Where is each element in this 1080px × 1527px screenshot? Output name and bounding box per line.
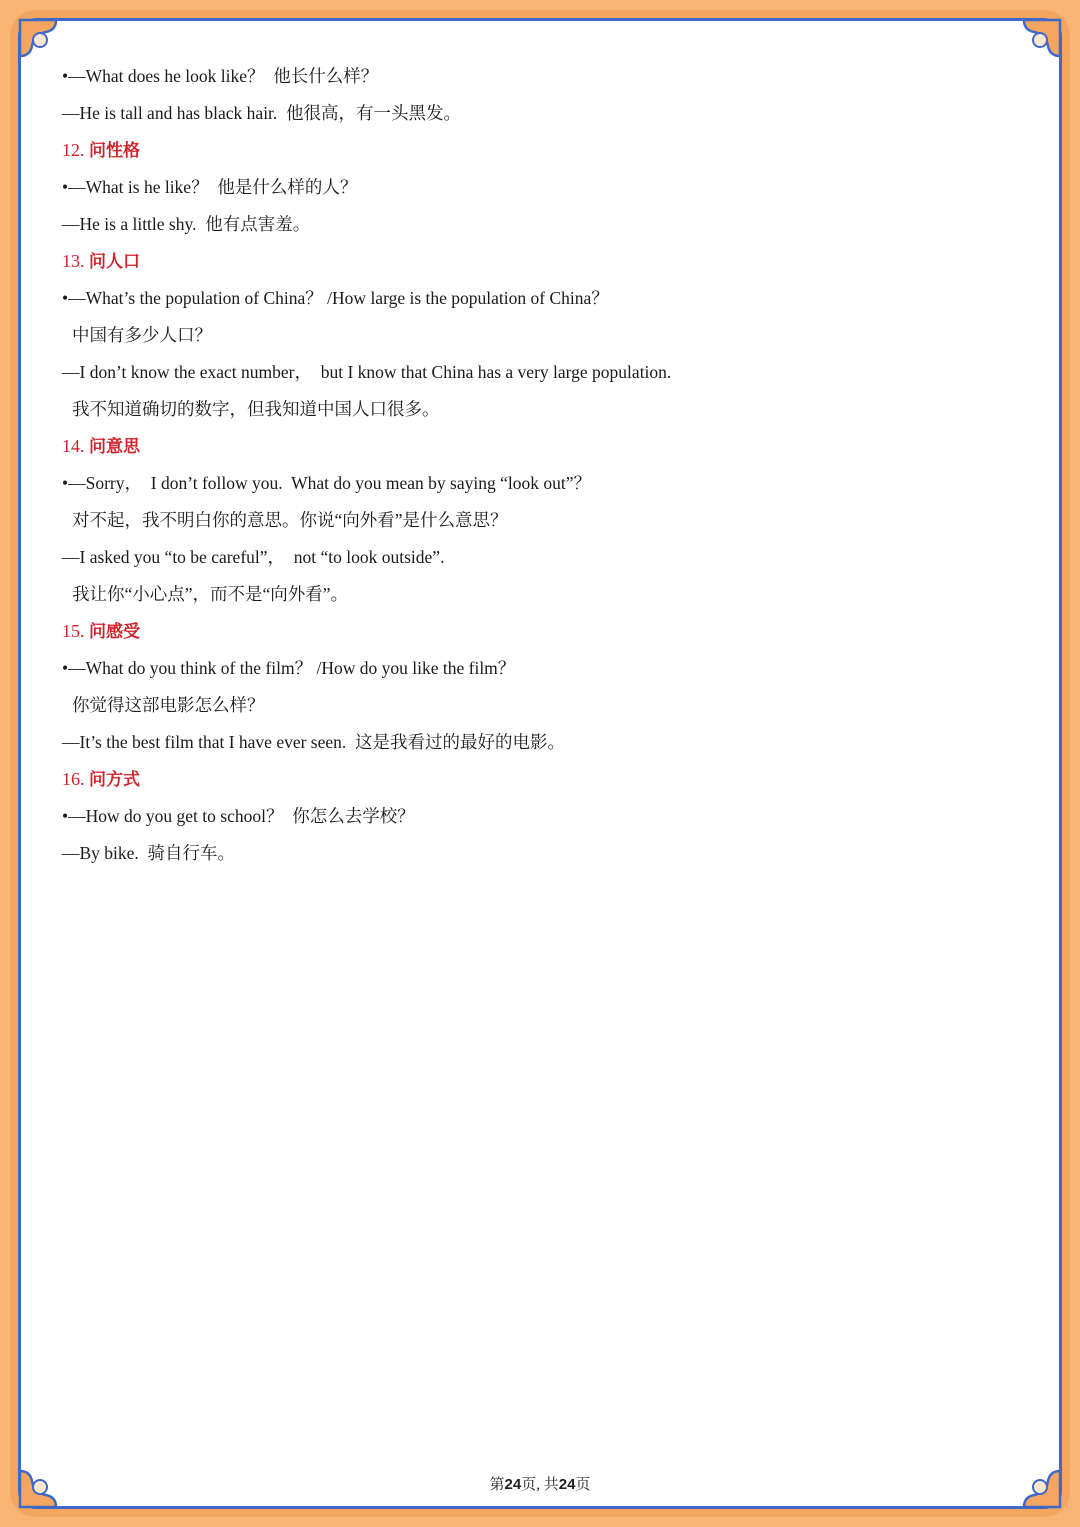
footer-separator: 页, 共 — [521, 1477, 559, 1493]
section-number: 15. — [62, 621, 89, 641]
dialogue-line: •—How do you get to school？ 你怎么去学校？ — [62, 806, 415, 826]
section-heading — [62, 132, 1022, 169]
section-title: 问人口 — [89, 252, 140, 272]
translation-line: 我不知道确切的数字，但我知道中国人口很多。 — [72, 399, 440, 419]
section-heading — [62, 613, 1022, 650]
dialogue-line: •—What is he like？ 他是什么样的人？ — [62, 177, 358, 197]
dialogue-line: —I don’t know the exact number， but I know that China has a very large population. — [62, 362, 672, 382]
dialogue-line: —He is a little shy. 他有点害羞。 — [62, 214, 311, 234]
translation-line: 对不起，我不明白你的意思。你说“向外看”是什么意思？ — [72, 510, 508, 530]
dialogue-line: —It’s the best film that I have ever seen. 这是我看过的最好的电影。 — [62, 732, 566, 752]
footer-total-pages: 24 — [558, 1476, 576, 1493]
footer-prefix: 第 — [489, 1477, 505, 1493]
dialogue-line: —By bike. 骑自行车。 — [62, 843, 236, 863]
section-heading — [62, 428, 1022, 465]
corner-ornament-icon — [1018, 16, 1064, 62]
section-heading — [62, 243, 1022, 280]
section-heading — [62, 761, 1022, 798]
section-number: 14. — [62, 436, 89, 456]
dialogue-line: •—Sorry， I don’t follow you. What do you mean by saying “look out”？ — [62, 473, 591, 493]
section-number: 12. — [62, 140, 89, 160]
section-title: 问方式 — [89, 770, 140, 790]
translation-line: 中国有多少人口？ — [72, 325, 212, 345]
corner-ornament-icon — [16, 16, 62, 62]
dialogue-line: •—What does he look like？ 他长什么样？ — [62, 66, 379, 86]
footer-suffix: 页 — [575, 1477, 591, 1493]
translation-line: 你觉得这部电影怎么样？ — [72, 695, 265, 715]
translation-line: 我让你“小心点”，而不是“向外看”。 — [72, 584, 349, 604]
document-body — [62, 58, 1022, 872]
section-title: 问感受 — [89, 622, 140, 642]
section-number: 13. — [62, 251, 89, 271]
section-number: 16. — [62, 769, 89, 789]
dialogue-line: —He is tall and has black hair. 他很高，有一头黑发。 — [62, 103, 462, 123]
dialogue-line: •—What’s the population of China？ /How large is the population of China？ — [62, 288, 609, 308]
dialogue-line: —I asked you “to be careful”， not “to look outside”. — [62, 547, 445, 567]
page-footer — [0, 1473, 1080, 1494]
footer-page-number: 24 — [504, 1476, 522, 1493]
section-title: 问性格 — [89, 141, 140, 161]
section-title: 问意思 — [89, 437, 140, 457]
dialogue-line: •—What do you think of the film？ /How do you like the film？ — [62, 658, 516, 678]
